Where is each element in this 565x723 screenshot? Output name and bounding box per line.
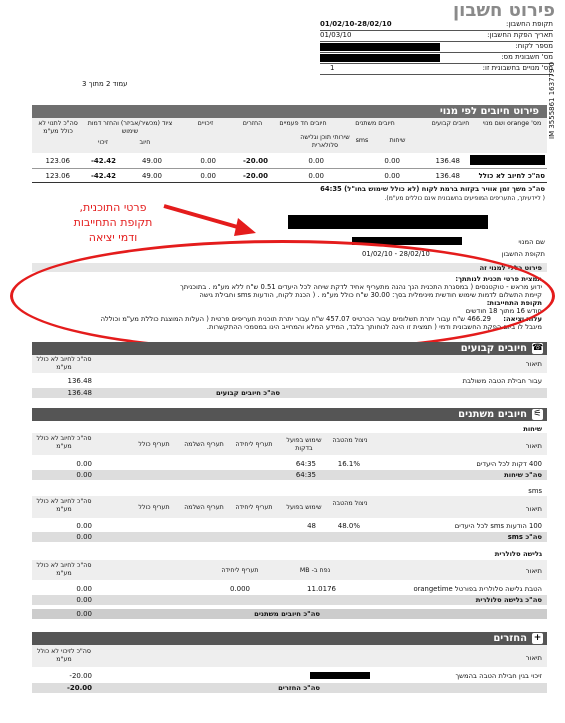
sms-item-pct: 48.0% bbox=[337, 522, 360, 530]
total-charge: 49.00 bbox=[141, 172, 162, 180]
fixed-charges-header bbox=[32, 342, 547, 355]
exit-cost-line: 466.29 ש"ח עבור יתרת תשלומים עבור הכרטיס 457.07 ש"ח עבור יתרת תוכנית תעריפים פרטית ( העלות המוצגת כוללת מע"מ וכוללה bbox=[100, 315, 491, 323]
row-credits: 0.00 bbox=[200, 157, 216, 165]
refunds-total-label: סה"כ החזרים bbox=[278, 684, 320, 692]
commitment-header: תקופת התחייבות: bbox=[486, 299, 542, 307]
sms-pct-col: ניצול מהטבה bbox=[332, 500, 368, 507]
fixed-charges-title: חיובים קבועים bbox=[460, 343, 527, 354]
data-subtotal-label: סה"כ גלישה סלולרית bbox=[475, 596, 542, 604]
refunds-item-amount: -20.00 bbox=[69, 672, 92, 680]
col-sms: sms bbox=[355, 137, 369, 144]
calls-subtotal-usage: 64:35 bbox=[295, 471, 316, 479]
calls-heading: שיחות bbox=[523, 425, 542, 433]
data-volume-col: נפח ב- MB bbox=[299, 567, 331, 574]
header-row-issue-date bbox=[320, 31, 553, 42]
subscriber-name-label: שם המנוי bbox=[518, 238, 545, 246]
col-total: סה"כ לתנוי לא כולל מע"מ bbox=[38, 120, 78, 135]
sms-subtotal-label: סה"כ sms bbox=[507, 533, 542, 541]
fixed-item-desc: עבור חבילת הטבה משולבת bbox=[462, 377, 542, 385]
sms-total-col: סה"כ לחיוב לא כולל מע"מ bbox=[36, 498, 92, 513]
col-equipment: ציוד (מכשיר/אביזר) והחזר דמות שימוש bbox=[87, 120, 173, 135]
annotation-line-3: ודמי יציאה bbox=[88, 231, 138, 244]
calls-unitrate-col: תעריף ליחידה bbox=[235, 441, 273, 448]
calls-payrate-col: תעריף השלמה bbox=[184, 441, 224, 448]
header-row-invoice bbox=[320, 53, 553, 64]
variable-charges-header bbox=[32, 408, 547, 421]
calls-item-usage: 64:35 bbox=[295, 460, 316, 468]
commitment-value: חודש 16 מתוך 18 חודשים bbox=[465, 307, 542, 315]
annotation-line-2: תקופת התחייבות bbox=[73, 216, 153, 229]
row-data: 0.00 bbox=[308, 157, 324, 165]
header-row-subscribers bbox=[320, 64, 553, 75]
total-fixed: 136.48 bbox=[435, 172, 460, 180]
issue-date-label: תאריך הפקת החשבון: bbox=[487, 31, 553, 39]
row-charge: 49.00 bbox=[141, 157, 162, 165]
exit-cost-line-2: מיגבל לו ביום הפקת החשבונית ודמי ( תמצית זו הינה לנוחותך בלבד, המידע המלא והמחייב הינו במסמכי ההתקשרות. bbox=[206, 323, 542, 331]
plan-section-title: פירוט כללי למנוי זה bbox=[479, 264, 542, 272]
calls-subtotal-label: סה"כ שיחות bbox=[504, 471, 542, 479]
section-title: פירוט חיובים לפי מנוי bbox=[439, 106, 539, 117]
col-data: שירותי תוכן וגלישה סלולארית bbox=[300, 134, 350, 149]
header-table bbox=[320, 20, 553, 75]
sms-item-usage: 48 bbox=[307, 522, 316, 530]
variable-total: 0.00 bbox=[76, 610, 92, 618]
refunds-item-redacted bbox=[310, 672, 370, 679]
col-subscriber: מס' orange ושם מנוי bbox=[482, 120, 542, 127]
annotation-line-1: פרטי התוכנית, bbox=[79, 201, 147, 214]
fixed-desc-col: תיאור bbox=[525, 360, 542, 368]
calls-item-pct: 16.1% bbox=[337, 460, 360, 468]
sms-heading: sms bbox=[528, 487, 542, 495]
calls-usage-col: שימוש בפועל בדקות bbox=[286, 437, 322, 452]
invoice-period-value: 01/02/10 - 28/02/10 bbox=[362, 250, 430, 258]
calls-totalrate-col: תעריף כולל bbox=[138, 441, 170, 448]
refunds-desc-col: תיאור bbox=[525, 654, 542, 662]
variable-charges-title: חיובים משתנים bbox=[458, 409, 527, 420]
subscribers-count-label: מס' מנויים בחשבונית זו: bbox=[482, 64, 553, 72]
data-subtotal: 0.00 bbox=[76, 596, 92, 604]
subscribers-count-value: 1 bbox=[330, 64, 335, 72]
row-calls: 0.00 bbox=[384, 157, 400, 165]
subscriber-name-redacted bbox=[470, 155, 545, 165]
data-unitrate-col: תעריף ליחידה bbox=[221, 567, 259, 574]
charges-by-subscriber-header bbox=[32, 105, 547, 118]
divider bbox=[32, 168, 547, 169]
plus-icon: + bbox=[533, 633, 542, 643]
calls-total-col: סה"כ לחיוב לא כולל מע"מ bbox=[36, 435, 92, 450]
header-row-period bbox=[320, 20, 553, 31]
annotation-ellipse bbox=[10, 240, 555, 352]
refunds-header bbox=[32, 632, 547, 645]
refunds-title: החזרים bbox=[493, 633, 527, 644]
fixed-total-amount: 136.48 bbox=[67, 389, 92, 397]
data-item-desc: הטבת גלישה סלולרית בפורטל orangetime bbox=[413, 585, 542, 593]
phone-icon: ☎ bbox=[532, 343, 544, 353]
signal-icon: ⚟ bbox=[533, 409, 542, 419]
col-credits: זיכויים bbox=[197, 120, 214, 127]
data-item-total: 0.00 bbox=[76, 585, 92, 593]
fixed-total-label: סה"כ חיובים קבועים bbox=[215, 389, 280, 397]
sms-desc-col: תיאור bbox=[525, 505, 542, 513]
plan-header: תמצית פרטי תכנית לנותתך: bbox=[455, 275, 542, 283]
sms-item-desc: 100 הודעות sms לכל היעדים bbox=[454, 522, 542, 530]
sms-item-total: 0.00 bbox=[76, 522, 92, 530]
row-total: 123.06 bbox=[45, 157, 70, 165]
data-item-volume: 11.0176 bbox=[307, 585, 336, 593]
col-fixed: חיובים קבועים bbox=[431, 120, 470, 127]
airtime-subnote: ( ליידעיתך, התעריפים המופיעים בחשבונית אינם כוללים מע"מ). bbox=[384, 195, 545, 202]
fixed-item-amount: 136.48 bbox=[67, 377, 92, 385]
divider bbox=[32, 182, 547, 183]
calls-subtotal: 0.00 bbox=[76, 471, 92, 479]
data-total-col: סה"כ לחיוב לא כולל מע"מ bbox=[36, 562, 92, 577]
col-onetime: חיובים חד פעמיים bbox=[279, 120, 327, 127]
col-refunds: החזרים bbox=[242, 120, 263, 127]
plan-line-1: ידוע מראש - טוקטנסים ( במסגרת התכנית הנך נהנה מתעריף אחיד לדקת שיחה לכל היעדים 0.51 ש"ח ללא מע"מ . בתוכניתך bbox=[180, 283, 542, 291]
customer-number-redacted bbox=[320, 43, 440, 51]
col-variable: חיובים משתנים bbox=[355, 120, 395, 127]
fixed-total-col: סה"כ לחיוב לא כולל מע"מ bbox=[36, 356, 92, 371]
header-row-customer bbox=[320, 42, 553, 53]
exit-cost-label: עלות יציאה: bbox=[503, 315, 542, 323]
calls-desc-col: תיאור bbox=[525, 442, 542, 450]
total-total: 123.06 bbox=[45, 172, 70, 180]
calls-pct-col: ניצול מהטבה bbox=[332, 437, 368, 444]
variable-total-label: סה"כ חיובים משתנים bbox=[254, 610, 320, 618]
data-heading: גלישה סלולרית bbox=[494, 550, 542, 558]
total-row-label: סה"כ לחיוב לא כולל bbox=[478, 172, 545, 180]
customer-number-label: מספר לקוח: bbox=[515, 42, 553, 50]
total-credits: 0.00 bbox=[200, 172, 216, 180]
sms-unitrate-col: תעריף ליחידה bbox=[235, 504, 273, 511]
page-title: פירוט חשבון bbox=[453, 0, 555, 21]
calls-item-desc: 400 דקות לכל היעדים bbox=[476, 460, 542, 468]
calls-item-total: 0.00 bbox=[76, 460, 92, 468]
refunds-item-desc: זיכוי בגין חבילת הטבה בהמשך bbox=[455, 672, 542, 680]
row-refunds: -20.00 bbox=[242, 157, 268, 165]
row-credit: -42.42 bbox=[90, 157, 116, 165]
plan-line-2: קיימת התשלום לדמות שימוש חודשית מינימלית בסך: 30.00 ש"ח כולל מע"מ . ( הכנת לקוח, הודעות sms וחבילת גישה bbox=[199, 291, 542, 299]
subscriber-banner-redacted bbox=[288, 215, 488, 229]
sms-payrate-col: תעריף השלמה bbox=[184, 504, 224, 511]
invoice-number-redacted bbox=[320, 54, 440, 62]
col-charge: חיוב bbox=[139, 139, 151, 146]
total-credit: -42.42 bbox=[90, 172, 116, 180]
refunds-total: -20.00 bbox=[66, 684, 92, 692]
sms-totalrate-col: תעריף כולל bbox=[138, 504, 170, 511]
data-desc-col: תיאור bbox=[525, 567, 542, 575]
annotation-arrow bbox=[160, 200, 270, 240]
row-fixed: 136.48 bbox=[435, 157, 460, 165]
sms-subtotal: 0.00 bbox=[76, 533, 92, 541]
total-refunds: -20.00 bbox=[242, 172, 268, 180]
col-credit: זיכוי bbox=[97, 139, 109, 146]
invoice-number-label: מס' חשבונית מס: bbox=[501, 53, 553, 61]
col-calls: שיחות bbox=[389, 137, 406, 144]
airtime-note: סה"כ משך זמן אוויר בקזות ברמת לקוח (לא כולל שימוש בחו"ל) 64:35 bbox=[320, 185, 545, 193]
period-label: תקופת החשבון: bbox=[506, 20, 553, 28]
period-value: 01/02/10-28/02/10 bbox=[320, 20, 392, 28]
sms-usage-col: שימוש בפועל bbox=[286, 504, 322, 511]
document-code: IM 3555861 163779 0 bbox=[548, 61, 556, 139]
refunds-total-col: סה"כ לזיכוי לא כולל מע"מ bbox=[36, 648, 92, 663]
total-data: 0.00 bbox=[308, 172, 324, 180]
data-item-unitrate: 0.000 bbox=[229, 585, 250, 593]
page-number: עמוד 2 מתוך 3 bbox=[82, 80, 128, 88]
annotation-text bbox=[58, 200, 168, 245]
invoice-period-label: תקופת החשבון bbox=[501, 250, 545, 258]
total-calls: 0.00 bbox=[384, 172, 400, 180]
issue-date-value: 01/03/10 bbox=[320, 31, 352, 39]
